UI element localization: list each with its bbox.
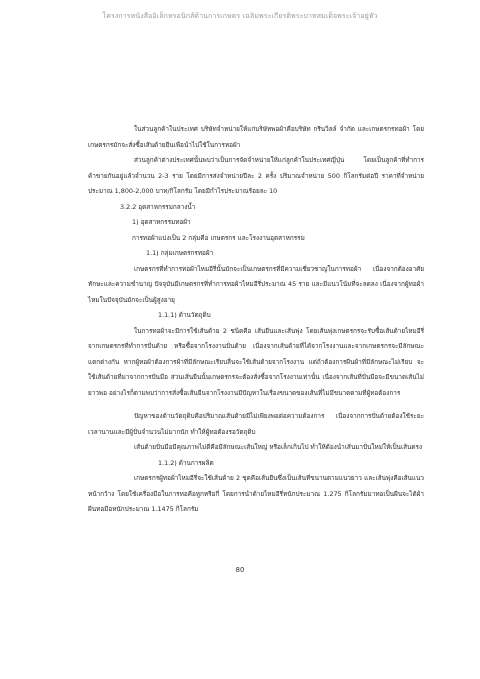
subheading-farmer-weavers: 1.1) กลุ่มเกษตรกรทอผ้า [146, 249, 214, 257]
page-number: 80 [235, 566, 245, 574]
subheading-weaving-industry: 1) อุตสาหกรรมทอผ้า [132, 218, 191, 226]
body-text [88, 122, 424, 518]
paragraph-raw-materials: ในการทอผ้าจะมีการใช้เส้นด้าย 2 ชนิดคือ เส้นยืนและเส้นพุ่ง โดยเส้นพุ่งเกษตรกรจะรับซื้อเส้นด้ายไหมอีรี่จากเกษตรกรที่ทำการปั่นด้าย หรือซื้อจากโรงงานปั่นด้าย เนื่องจากเส้นด้ายที่ได้จากโรงงานและจากเกษตรกรจะมีลักษณะแตกต่างกัน หากผู้ทอผ้าต้องการผ้าที่มีลักษณะเรียบลื่นจะใช้เส้นด้ายจากโรงงาน แต่ถ้าต้องการผืนผ้าที่มีลักษณะไม่เรียบ จะใช้เส้นด้ายที่มาจากการปั่นมือ ส่วนเส้นยืนนั้นเกษตรกรจะต้องสั่งซื้อจากโรงงานเท่านั้น เนื่องจากเส้นที่ปั่นมือจะมีขนาดเส้นไม่ยาวพอ อย่างไรก็ตามพบว่าการสั่งซื้อเส้นยืนจากโรงงานมีปัญหาในเรื่องขนาดของเส้นที่ไม่มีขนาดตามที่ผู้ทอต้องการ [88, 326, 424, 397]
section-heading-3-2-2: 3.2.2 อุตสาหกรรมกลางน้ำ [120, 202, 196, 211]
paragraph-production: เกษตรกรผู้ทอผ้าไหมอีรี่จะใช้เส้นด้าย 2 ชุดคือเส้นยืนซึ่งเป็นเส้นที่ขนานตามแนวยาว และเส้นพุ่งคือเส้นแนวหน้ากว้าง โดยใช้เครื่องมือในการทอคือหูกหรือกี่ โดยการนำด้ายไหมอีรี่หนักประมาณ 1.275 กิโลกรัมมาทอเป็นผืนจะได้ผ้าผืนทอมือหนักประมาณ 1.1475 กิโลกรัม [88, 474, 424, 513]
subheading-production: 1.1.2) ด้านการผลิต [158, 458, 214, 467]
paragraph-raw-material-problems: ปัญหาของด้านวัตถุดิบคือปริมาณเส้นด้ายมีไม่เพียงพอต่อความต้องการ เนื่องจากการปั่นด้ายต้องใช้ระยะเวลานานและมีผู้ปั่นจำนวนไม่มากนัก ทำให้ผู้ทอต้องรอวัตถุดิบ [88, 412, 424, 436]
running-header: โครงการหนังสืออิเล็กทรอนิกส์ด้านการเกษตร เฉลิมพระเกียรติพระบาทสมเด็จพระเจ้าอยู่หัว [102, 12, 378, 20]
paragraph-weaving-groups: การทอผ้าแบ่งเป็น 2 กลุ่มคือ เกษตรกร และโรงงานอุตสาหกรรม [132, 233, 305, 242]
paragraph-domestic-customers: ในส่วนลูกค้าในประเทศ บริษัทจำหน่ายให้แก่บริษัทพอผ้าคือบริษัท กรีนวิลล์ จำกัด และเกษตรกรทอผ้า โดยเกษตรกรมักจะสั่งซื้อเส้นด้ายยืนเพื่อนำไปใช้ในการทอผ้า [88, 125, 424, 149]
subheading-raw-materials: 1.1.1) ด้านวัตถุดิบ [158, 311, 211, 319]
paragraph-handspun-quality: เส้นด้ายปั่นมือมีคุณภาพไม่ดีคือมีลักษณะเส้นใหญ่ หรือเล็กเกินไป ทำให้ต้องนำเส้นมาปั่นใหม่ให้เป็นเส้นตรง [134, 443, 423, 451]
paragraph-foreign-customers: ส่วนลูกค้าต่างประเทศนั้นพบว่าเป็นการจัดจำหน่ายให้แก่ลูกค้าในประเทศญี่ปุ่น โดยเป็นลูกค้าที่ทำการค้าขายกันอยู่แล้วจำนวน 2-3 ราย โดยมีการส่งจำหน่ายปีละ 2 ครั้ง ปริมาณจำหน่าย 500 กิโลกรัมต่อปี ราคาที่จำหน่ายประมาณ 1,800-2,000 บาท/กิโลกรัม โดยมีกำไรประมาณร้อยละ 10 [88, 156, 424, 195]
paragraph-farmer-weavers: เกษตรกรที่ทำการทอผ้าไหมอีรี่นั้นมักจะเป็นเกษตรกรที่มีความเชี่ยวชาญในการทอผ้า เนื่องจากต้องอาศัยทักษะและความชำนาญ ปัจจุบันมีเกษตรกรที่ทำการทอผ้าไหมอีรี่ประมาณ 45 ราย และมีแนวโน้มที่จะลดลง เนื่องจากผู้ทอผ้าไหมในปัจจุบันมักจะเป็นผู้สูงอายุ [88, 264, 424, 304]
